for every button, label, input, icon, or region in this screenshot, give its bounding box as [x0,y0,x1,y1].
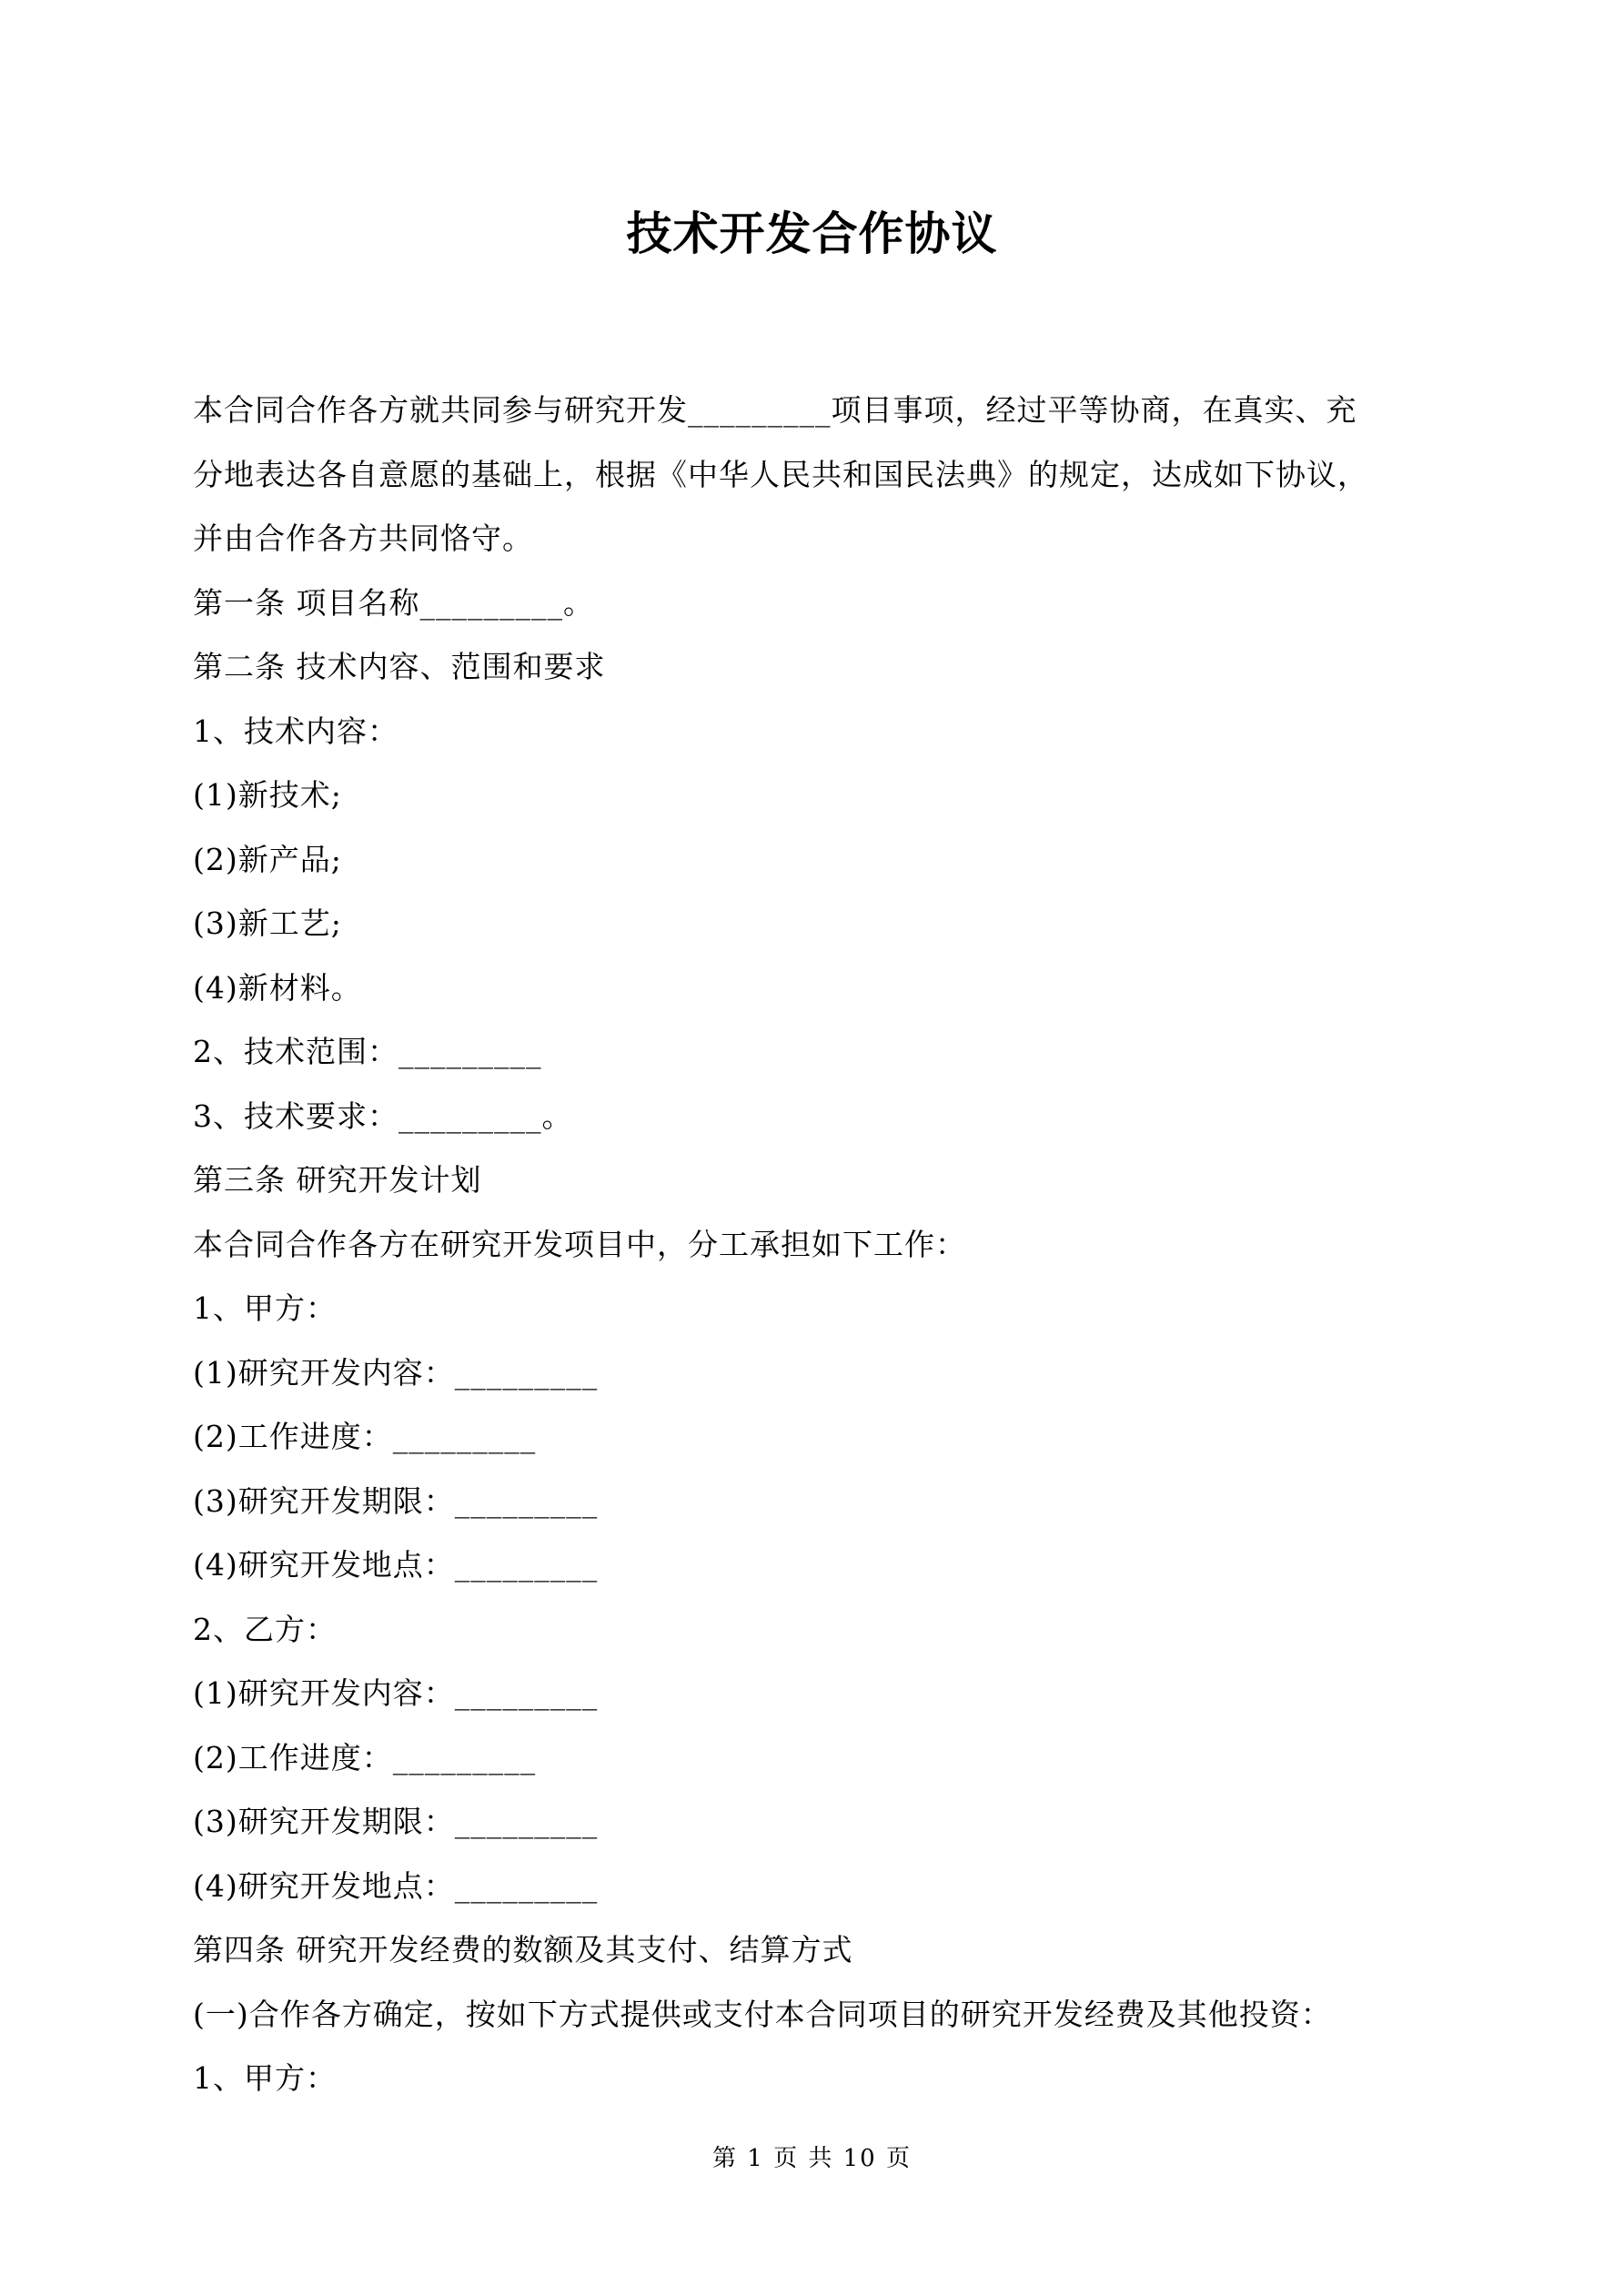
paragraph-line: 本合同合作各方在研究开发项目中，分工承担如下工作： [193,1226,966,1262]
article-heading: 第一条 项目名称_________。 [193,584,594,621]
page-title: 技术开发合作协议 [626,207,998,260]
list-item: (3)研究开发期限：_________ [193,1804,599,1839]
article-heading: 第二条 技术内容、范围和要求 [193,649,606,684]
list-item: (4)研究开发地点：_________ [193,1547,599,1583]
list-item: 2、技术范围：_________ [193,1034,542,1069]
paragraph-line: 并由合作各方共同恪守。 [193,521,533,556]
list-item: (1)新技术; [193,777,342,813]
list-item: (4)新材料。 [193,969,362,1006]
list-item: (3)新工艺; [193,905,342,941]
paragraph-line: 分地表达各自意愿的基础上，根据《中华人民共和国民法典》的规定，达成如下协议， [193,456,1368,492]
list-item: (1)研究开发内容：_________ [193,1354,599,1391]
article-heading: 第三条 研究开发计划 [193,1162,482,1198]
list-item: (4)研究开发地点：_________ [193,1867,599,1904]
list-item: 3、技术要求：_________。 [193,1097,573,1134]
article-heading: 第四条 研究开发经费的数额及其支付、结算方式 [193,1932,853,1967]
list-item: (2)工作进度：_________ [193,1419,537,1454]
list-item: 1、甲方： [193,1290,337,1326]
paragraph-line: (一)合作各方确定，按如下方式提供或支付本合同项目的研究开发经费及其他投资： [193,1996,1332,2032]
paragraph-line: 本合同合作各方就共同参与研究开发_________项目事项，经过平等协商，在真实、充 [193,392,1357,428]
page-footer: 第 1 页 共 10 页 [712,2145,912,2172]
list-item: 1、甲方： [193,2060,337,2096]
list-item: (1)研究开发内容：_________ [193,1675,599,1711]
list-item: (2)新产品; [193,841,342,877]
list-item: 2、乙方： [193,1611,337,1647]
list-item: (2)工作进度：_________ [193,1739,537,1775]
list-item: (3)研究开发期限：_________ [193,1482,599,1519]
list-item: 1、技术内容： [193,713,398,749]
document-body [193,379,1439,2111]
